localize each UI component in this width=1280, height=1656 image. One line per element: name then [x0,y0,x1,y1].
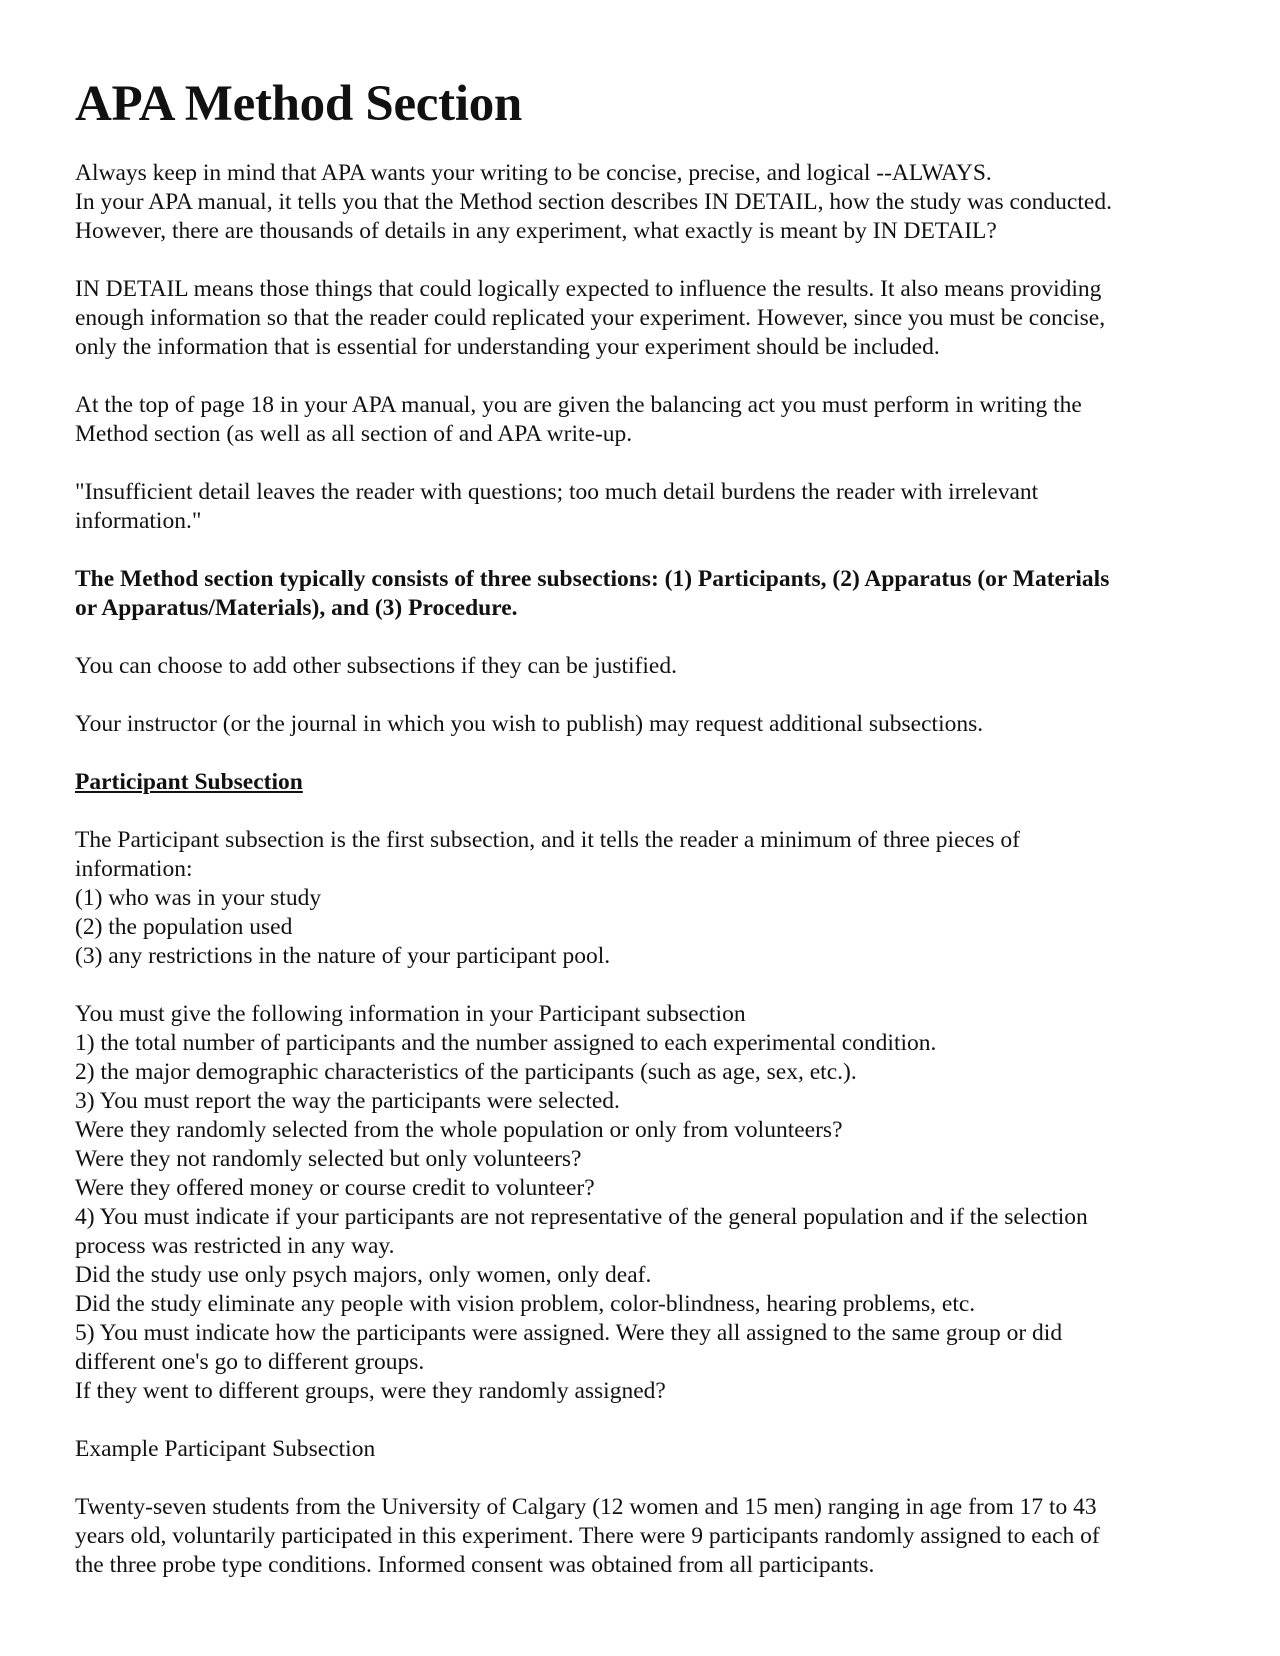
text-line: information: [75,856,193,882]
text-line: 2) the major demographic characteristics of the participants (such as age, sex, etc.). [75,1059,857,1085]
text-line: "Insufficient detail leaves the reader with questions; too much detail burdens the reader with irrelevant [75,479,1039,505]
subsection-heading [75,768,1205,797]
text-line: 5) You must indicate how the participants were assigned. Were they all assigned to the same group or did [75,1320,1063,1346]
text-line: Were they not randomly selected but only volunteers? [75,1146,582,1172]
text-line: At the top of page 18 in your APA manual, you are given the balancing act you must perform in writing the [75,392,1082,418]
text-line: However, there are thousands of details in any experiment, what exactly is meant by IN DETAIL? [75,218,997,244]
text-line: Method section (as well as all section of and APA write-up. [75,421,633,447]
participant-subsection-heading: Participant Subsection [75,769,303,795]
text-line: IN DETAIL means those things that could logically expected to influence the results. It also means providing [75,276,1102,302]
text-line: 3) You must report the way the participants were selected. [75,1088,620,1114]
text-line: You can choose to add other subsections if they can be justified. [75,653,677,679]
text-line: or Apparatus/Materials), and (3) Procedure. [75,595,518,621]
paragraph-balancing-act [75,391,1205,449]
page-title: APA Method Section [75,76,522,132]
paragraph-instructor [75,710,1205,739]
paragraph-intro [75,159,1205,246]
text-line: Were they randomly selected from the whole population or only from volunteers? [75,1117,843,1143]
text-line: The Method section typically consists of three subsections: (1) Participants, (2) Apparatus (or Materials [75,566,1110,592]
text-line: Did the study eliminate any people with vision problem, color-blindness, hearing problems, etc. [75,1291,976,1317]
text-line: In your APA manual, it tells you that the Method section describes IN DETAIL, how the study was conducted. [75,189,1112,215]
text-line: Twenty-seven students from the University of Calgary (12 women and 15 men) ranging in age from 17 to 43 [75,1494,1097,1520]
paragraph-quote [75,478,1205,536]
text-line: (3) any restrictions in the nature of your participant pool. [75,943,611,969]
paragraph-example [75,1493,1205,1580]
text-line: the three probe type conditions. Informed consent was obtained from all participants. [75,1552,875,1578]
text-line: 4) You must indicate if your participants are not representative of the general population and if the selection [75,1204,1088,1230]
text-line: Always keep in mind that APA wants your writing to be concise, precise, and logical --ALWAYS. [75,160,992,186]
paragraph-participant-intro [75,826,1205,971]
text-line: (2) the population used [75,914,293,940]
paragraph-example-heading [75,1435,1205,1464]
text-line: enough information so that the reader could replicated your experiment. However, since you must be concise, [75,305,1106,331]
text-line: (1) who was in your study [75,885,322,911]
text-line: only the information that is essential for understanding your experiment should be included. [75,334,940,360]
text-line: If they went to different groups, were they randomly assigned? [75,1378,666,1404]
text-line: 1) the total number of participants and the number assigned to each experimental condition. [75,1030,937,1056]
text-line: Your instructor (or the journal in which you wish to publish) may request additional subsections. [75,711,984,737]
text-line: Example Participant Subsection [75,1436,376,1462]
document-page [75,72,1205,1580]
text-line: You must give the following information in your Participant subsection [75,1001,746,1027]
paragraph-in-detail [75,275,1205,362]
paragraph-three-subsections [75,565,1205,623]
text-line: process was restricted in any way. [75,1233,395,1259]
paragraph-required-info [75,1000,1205,1406]
text-line: information." [75,508,202,534]
text-line: different one's go to different groups. [75,1349,425,1375]
text-line: Did the study use only psych majors, only women, only deaf. [75,1262,652,1288]
text-line: The Participant subsection is the first subsection, and it tells the reader a minimum of three pieces of [75,827,1020,853]
text-line: Were they offered money or course credit to volunteer? [75,1175,595,1201]
text-line: years old, voluntarily participated in this experiment. There were 9 participants randomly assigned to each of [75,1523,1100,1549]
paragraph-other-subsections [75,652,1205,681]
